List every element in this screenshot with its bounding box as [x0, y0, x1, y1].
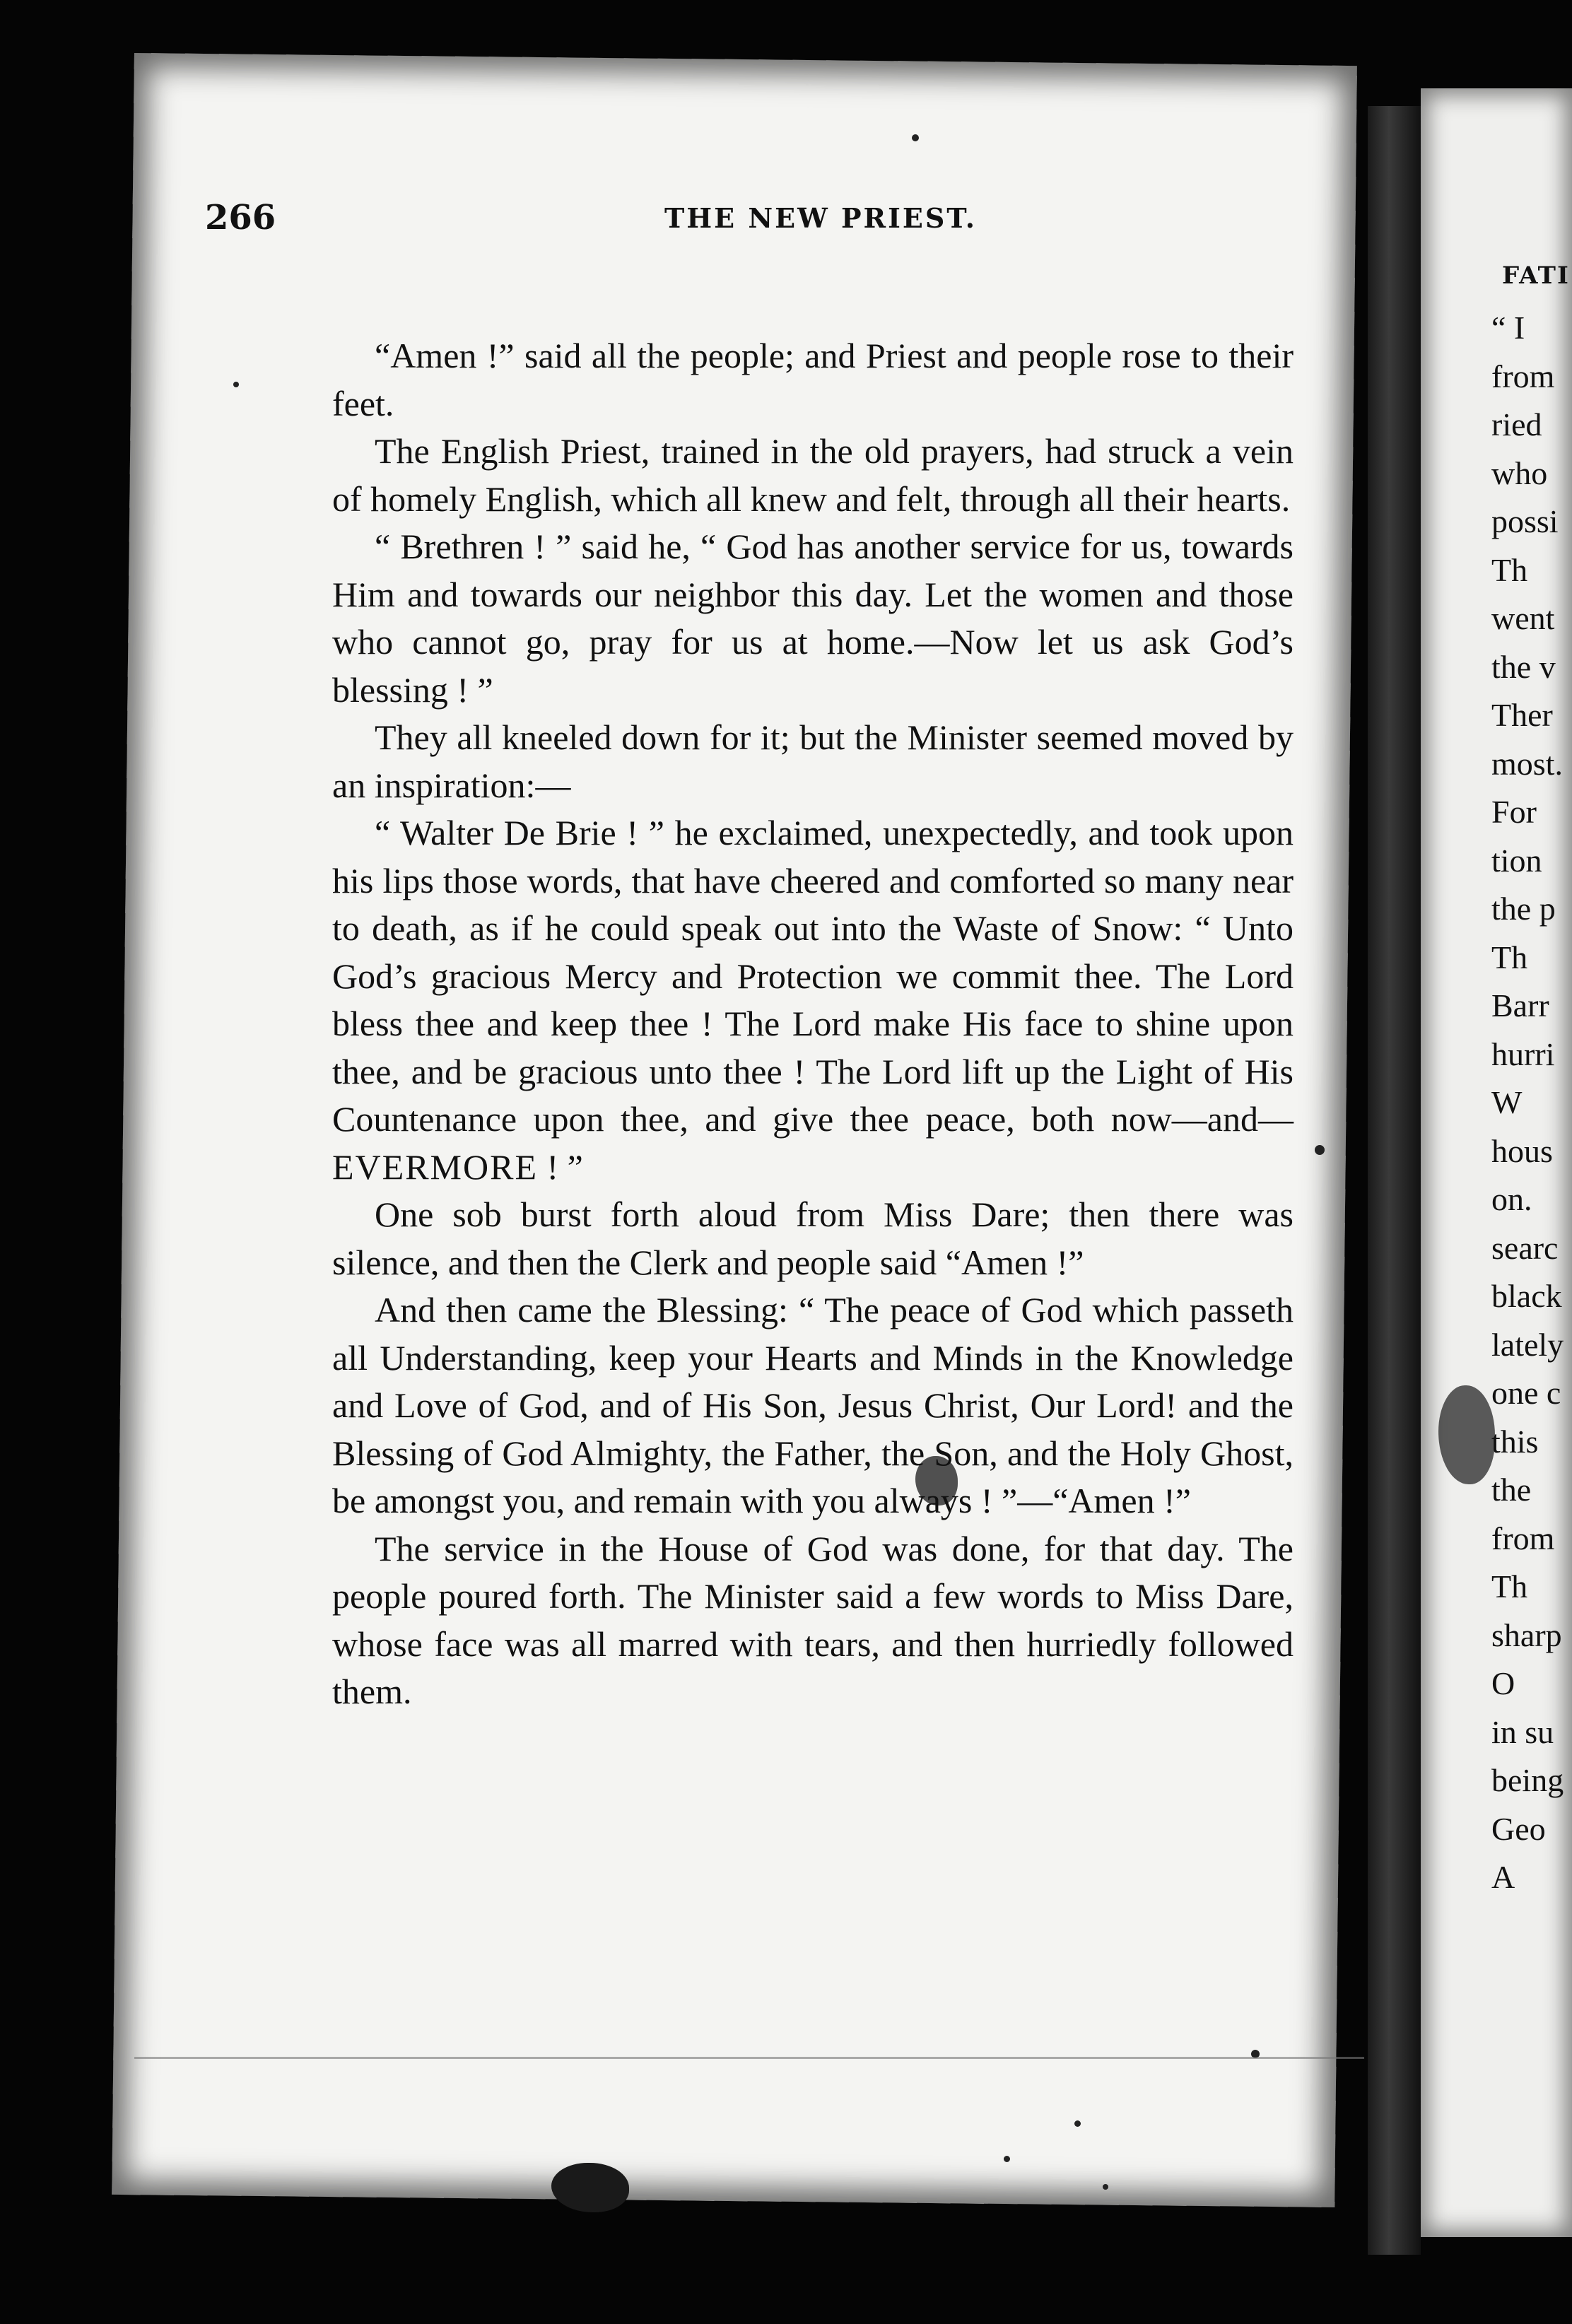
page-header — [205, 198, 1301, 262]
running-head: THE NEW PRIEST. — [664, 202, 977, 234]
book-gutter — [1368, 106, 1421, 2255]
ink-blot — [551, 2163, 629, 2212]
paragraph: And then came the Blessing: “ The peace of God which passeth all Understanding, keep your Hearts and Minds in the Knowledge and Love of God, and of His Son, Jesus Christ, Our Lord! and the Blessing of God Almighty, the Father, the Son, and the Holy Ghost, be amongst you, and remain with you always ! ”—“Amen !” — [332, 1290, 1294, 1520]
right-page-line: the v — [1491, 648, 1556, 685]
page-number: 266 — [205, 198, 276, 237]
dust-speck — [912, 134, 919, 141]
paragraph: They all kneeled down for it; but the Minister seemed moved by an inspiration:— — [332, 717, 1294, 805]
evermore-word: EVERMORE — [332, 1146, 538, 1187]
dust-speck — [1103, 2184, 1108, 2190]
right-page-line: Th — [1491, 939, 1528, 975]
right-page-line: one c — [1491, 1375, 1561, 1411]
dust-speck — [1004, 2156, 1010, 2162]
dust-speck — [1315, 1145, 1325, 1155]
right-page-line: Th — [1491, 1568, 1528, 1604]
right-page-line: hous — [1491, 1132, 1553, 1169]
right-page-line: hurri — [1491, 1035, 1555, 1072]
dust-speck — [1074, 2120, 1081, 2127]
right-page-line: who — [1491, 454, 1548, 491]
right-page-line: the p — [1491, 891, 1556, 927]
right-page-line: Ther — [1491, 697, 1553, 733]
right-page-line: on. — [1491, 1181, 1532, 1217]
right-page-line: possi — [1491, 503, 1559, 539]
right-page-line: most. — [1491, 745, 1563, 782]
paragraph: “ Brethren ! ” said he, “ God has another service for us, towards Him and towards our neighbor this day. Let the women and those who cannot go, pray for us at home.—Now let us ask God’s blessing ! ” — [332, 527, 1294, 710]
right-page-line: sharp — [1491, 1616, 1562, 1653]
right-page-line: For — [1491, 794, 1537, 830]
right-page-line: the — [1491, 1472, 1532, 1508]
dust-speck — [233, 382, 239, 387]
right-page-line: W — [1491, 1084, 1523, 1120]
right-page-line: ried — [1491, 406, 1542, 442]
scan-line — [134, 2057, 1364, 2059]
right-page-line: black — [1491, 1278, 1562, 1314]
paragraph: The service in the House of God was done, for that day. The people poured forth. The Minister said a few words to Miss Dare, whose face was all marred with tears, and then hurriedly followed them. — [332, 1528, 1294, 1711]
right-page-line: being — [1491, 1762, 1564, 1798]
right-page-line: Barr — [1491, 987, 1549, 1023]
right-page-line: from — [1491, 1520, 1555, 1556]
right-page-line: from — [1491, 358, 1555, 394]
paragraph-text: “ Walter De Brie ! ” he exclaimed, unexpectedly, and took upon his lips those words, that have cheered and comforted so many near to death, as if he could speak out into the Waste of Snow: “ Unto God’s gracious Mercy and Protection we commit thee. The Lord bless thee and keep thee ! The Lord make His face to shine upon thee, and be gracious unto thee ! The Lord lift up the Light of His Countenance upon thee, and give thee peace, both now—and— — [332, 813, 1294, 1139]
right-page-line: Geo — [1491, 1810, 1546, 1847]
right-page-line: went — [1491, 600, 1555, 636]
paragraph: One sob burst forth aloud from Miss Dare; then there was silence, and then the Clerk and people said “Amen !” — [332, 1195, 1294, 1282]
right-page-text — [1491, 304, 1564, 1902]
paragraph: “Amen !” said all the people; and Priest and people rose to their feet. — [332, 336, 1294, 423]
paragraph-tail: ! ” — [538, 1146, 583, 1187]
paragraph — [332, 809, 1294, 1191]
right-page-line: this — [1491, 1423, 1539, 1460]
body-text — [332, 332, 1294, 1716]
right-page-line: searc — [1491, 1229, 1559, 1266]
right-page-line: “ I — [1491, 310, 1525, 346]
right-page-line: O — [1491, 1665, 1515, 1701]
right-page-line: Th — [1491, 551, 1528, 588]
paragraph: The English Priest, trained in the old prayers, had struck a vein of homely English, which all knew and felt, through all their hearts. — [332, 431, 1294, 519]
right-running-head: FATI — [1502, 262, 1570, 290]
right-page-line: in su — [1491, 1713, 1554, 1750]
right-page-line: tion — [1491, 842, 1542, 879]
right-page-line: lately — [1491, 1326, 1564, 1363]
right-page-line: A — [1491, 1859, 1515, 1895]
